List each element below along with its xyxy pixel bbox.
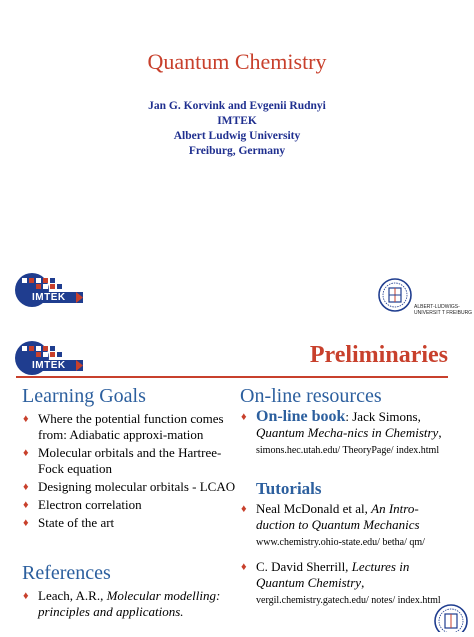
- title-underline: [16, 376, 448, 378]
- list-item: ♦ Electron correlation: [23, 497, 142, 512]
- diamond-bullet-icon: ♦: [23, 447, 29, 459]
- tutorial-url[interactable]: www.chemistry.ohio-state.edu/ betha/ qm/: [256, 537, 425, 548]
- list-item: ♦ Molecular orbitals and the Hartree-Fock equation: [23, 445, 222, 476]
- online-book-list: [240, 409, 454, 461]
- slide1-title: Quantum Chemistry: [147, 49, 327, 74]
- list-item: ♦ Where the potential function comes from: Adiabatic approxi-mation: [23, 411, 224, 442]
- diamond-bullet-icon: ♦: [23, 481, 29, 493]
- references-heading: References: [22, 562, 111, 584]
- online-resources-heading: On-line resources: [240, 385, 382, 407]
- slide1-author-block: [0, 99, 474, 159]
- diamond-bullet-icon: ♦: [241, 561, 247, 573]
- list-item: ♦ State of the art: [23, 515, 115, 530]
- list-item: ♦ Designing molecular orbitals - LCAO: [23, 479, 236, 494]
- diamond-bullet-icon: ♦: [241, 411, 247, 423]
- diamond-bullet-icon: ♦: [23, 413, 29, 425]
- online-book-label: On-line book: [256, 408, 346, 425]
- learning-goals-list: [22, 411, 236, 533]
- references-list: [22, 588, 236, 622]
- institute-line: IMTEK: [217, 115, 257, 127]
- university-line: Albert Ludwig University: [173, 130, 301, 142]
- list-item: ♦ Neal McDonald et al, An Intro-duction to Quantum Mechanics www.chemistry.ohio-state.edu/ betha/ qm/: [241, 501, 425, 548]
- university-seal-caption: ALBERT-LUDWIGS- UNIVERSIT T FREIBURG: [414, 304, 473, 316]
- location-line: Freiburg, Germany: [188, 145, 286, 157]
- tutorials-heading: Tutorials: [256, 479, 322, 498]
- authors-line: Jan G. Korvink and Evgenii Rudnyi: [148, 100, 326, 112]
- list-item: ♦ On-line book: Jack Simons, Quantum Mecha-nics in Chemistry, simons.hec.utah.edu/ TheoryPage/ index.html: [241, 408, 442, 456]
- list-item: ♦ C. David Sherrill, Lectures in Quantum Chemistry, vergil.chemistry.gatech.edu/ notes/ index.html: [241, 559, 441, 606]
- diamond-bullet-icon: ♦: [23, 590, 29, 602]
- tutorials-list: [240, 501, 454, 611]
- slide2-title: Preliminaries: [309, 342, 448, 368]
- online-book-url[interactable]: simons.hec.utah.edu/ TheoryPage/ index.html: [256, 445, 440, 456]
- learning-goals-heading: Learning Goals: [22, 385, 146, 407]
- university-seal-icon: [378, 278, 412, 317]
- tutorial-url[interactable]: vergil.chemistry.gatech.edu/ notes/ index.html: [256, 595, 441, 606]
- diamond-bullet-icon: ♦: [241, 503, 247, 515]
- imtek-logo-label: IMTEK: [32, 292, 66, 303]
- diamond-bullet-icon: ♦: [23, 517, 29, 529]
- university-seal-icon: [434, 604, 468, 637]
- imtek-logo-label: IMTEK: [32, 360, 66, 371]
- list-item: ♦ Leach, A.R., Molecular modelling: principles and applications.: [23, 588, 221, 619]
- diamond-bullet-icon: ♦: [23, 499, 29, 511]
